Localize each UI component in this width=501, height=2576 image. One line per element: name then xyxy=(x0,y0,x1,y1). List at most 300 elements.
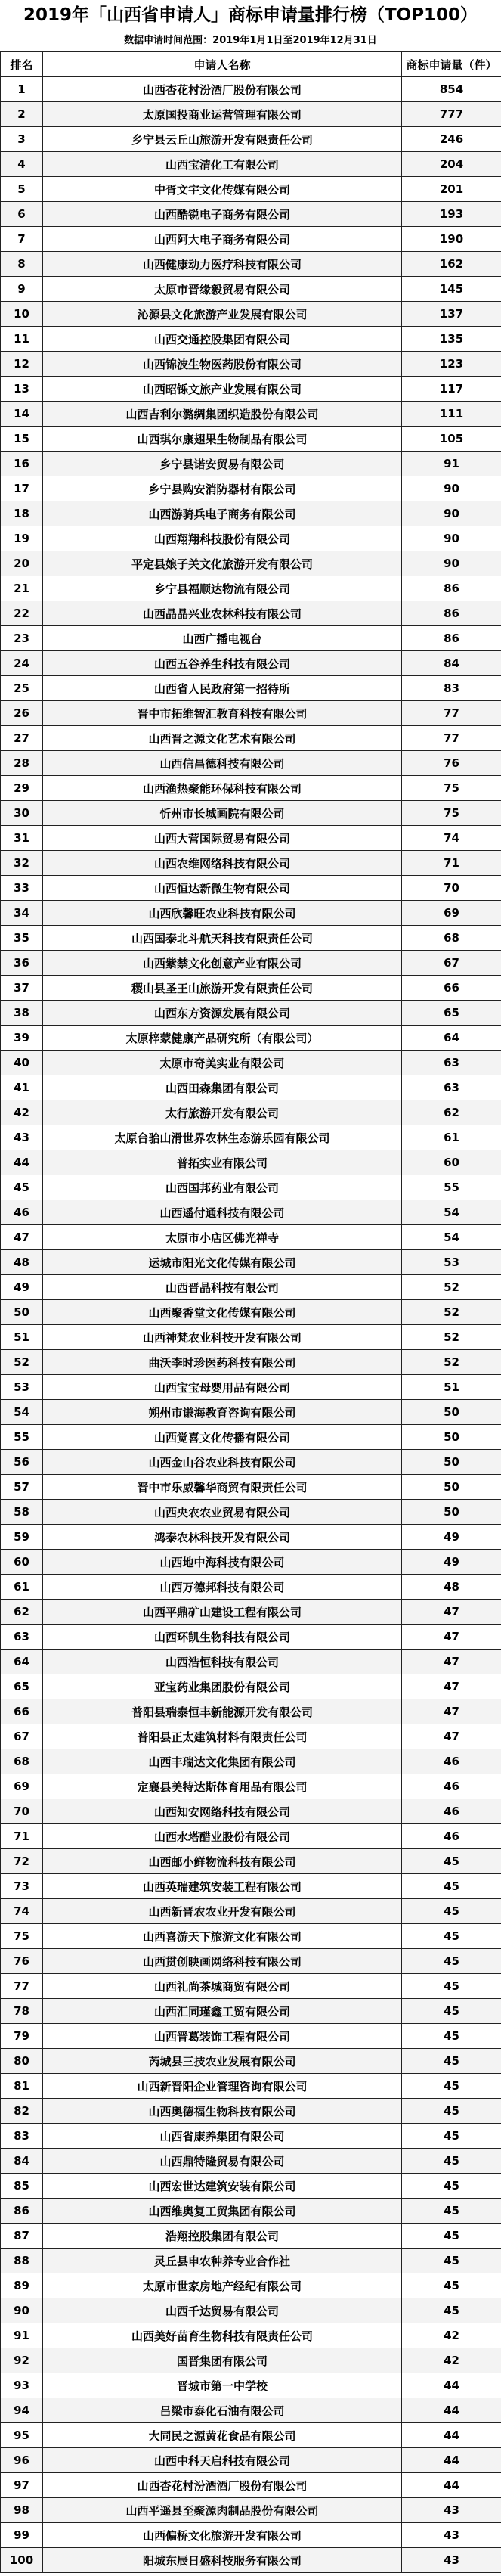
rank-cell: 72 xyxy=(1,1849,43,1874)
application-count-cell: 45 xyxy=(402,2074,501,2099)
table-row xyxy=(1,2448,501,2473)
applicant-name-cell: 太原市奇美实业有限公司 xyxy=(43,1051,402,1075)
application-count-cell: 52 xyxy=(402,1350,501,1375)
applicant-name-cell: 普阳县瑞泰恒丰新能源开发有限公司 xyxy=(43,1699,402,1724)
applicant-name-cell: 山西礼尚茶城商贸有限公司 xyxy=(43,1974,402,1999)
applicant-name-cell: 乡宁县诺安贸易有限公司 xyxy=(43,452,402,476)
table-row xyxy=(1,1600,501,1625)
applicant-name-cell: 山西国邦药业有限公司 xyxy=(43,1175,402,1200)
applicant-name-cell: 山西酷锐电子商务有限公司 xyxy=(43,202,402,227)
rank-cell: 91 xyxy=(1,2323,43,2348)
table-row xyxy=(1,2548,501,2573)
table-row xyxy=(1,551,501,576)
table-row xyxy=(1,651,501,676)
application-count-cell: 67 xyxy=(402,951,501,976)
applicant-name-cell: 乡宁县购安消防器材有限公司 xyxy=(43,476,402,501)
table-row xyxy=(1,1699,501,1724)
table-row xyxy=(1,1125,501,1150)
application-count-cell: 90 xyxy=(402,526,501,551)
rank-cell: 40 xyxy=(1,1051,43,1075)
application-count-cell: 123 xyxy=(402,352,501,377)
rank-cell: 4 xyxy=(1,152,43,177)
applicant-name-cell: 山西杏花村汾酒酒厂股份有限公司 xyxy=(43,2473,402,2498)
rank-cell: 82 xyxy=(1,2099,43,2124)
table-row xyxy=(1,576,501,601)
table-row xyxy=(1,1974,501,1999)
application-count-cell: 65 xyxy=(402,1001,501,1026)
table-row xyxy=(1,876,501,901)
application-count-cell: 74 xyxy=(402,826,501,851)
table-row xyxy=(1,1500,501,1525)
table-row xyxy=(1,2249,501,2273)
rank-cell: 92 xyxy=(1,2348,43,2373)
applicant-name-cell: 晋中市拓维智汇教育科技有限公司 xyxy=(43,701,402,726)
table-header-row xyxy=(1,52,501,77)
table-row xyxy=(1,526,501,551)
application-count-cell: 201 xyxy=(402,177,501,202)
table-row xyxy=(1,2273,501,2298)
rank-cell: 3 xyxy=(1,127,43,152)
application-count-cell: 52 xyxy=(402,1300,501,1325)
table-row xyxy=(1,601,501,626)
applicant-name-cell: 山西知安网络科技有限公司 xyxy=(43,1799,402,1824)
table-row xyxy=(1,1350,501,1375)
rank-cell: 95 xyxy=(1,2423,43,2448)
application-count-cell: 43 xyxy=(402,2548,501,2573)
application-count-cell: 46 xyxy=(402,1749,501,1774)
application-count-cell: 90 xyxy=(402,476,501,501)
application-count-cell: 50 xyxy=(402,1475,501,1500)
applicant-name-cell: 山西偏桥文化旅游开发有限公司 xyxy=(43,2523,402,2548)
application-count-cell: 90 xyxy=(402,501,501,526)
applicant-name-cell: 山西宏世达建筑安装有限公司 xyxy=(43,2174,402,2199)
application-count-cell: 45 xyxy=(402,1974,501,1999)
applicant-name-cell: 忻州市长城画院有限公司 xyxy=(43,801,402,826)
application-count-cell: 50 xyxy=(402,1425,501,1450)
table-row xyxy=(1,1575,501,1600)
application-count-cell: 45 xyxy=(402,1874,501,1899)
applicant-name-cell: 平定县娘子关文化旅游开发有限公司 xyxy=(43,551,402,576)
application-count-cell: 86 xyxy=(402,576,501,601)
applicant-name-cell: 山西央农农业贸易有限公司 xyxy=(43,1500,402,1525)
table-row xyxy=(1,2074,501,2099)
rank-cell: 2 xyxy=(1,102,43,127)
applicant-name-cell: 山西渔热聚能环保科技有限公司 xyxy=(43,776,402,801)
rank-cell: 84 xyxy=(1,2149,43,2174)
application-count-cell: 43 xyxy=(402,2523,501,2548)
table-row xyxy=(1,676,501,701)
rank-cell: 15 xyxy=(1,427,43,452)
rank-cell: 38 xyxy=(1,1001,43,1026)
rank-cell: 16 xyxy=(1,452,43,476)
application-count-cell: 70 xyxy=(402,876,501,901)
applicant-name-cell: 山西中科天启科技有限公司 xyxy=(43,2448,402,2473)
rank-cell: 56 xyxy=(1,1450,43,1475)
table-row xyxy=(1,976,501,1001)
application-count-cell: 86 xyxy=(402,601,501,626)
rank-cell: 11 xyxy=(1,327,43,352)
applicant-name-cell: 晋中市乐威馨华商贸有限责任公司 xyxy=(43,1475,402,1500)
applicant-name-cell: 山西琪尔康翅果生物制品有限公司 xyxy=(43,427,402,452)
application-count-cell: 77 xyxy=(402,701,501,726)
rank-cell: 47 xyxy=(1,1225,43,1250)
rank-cell: 37 xyxy=(1,976,43,1001)
rank-cell: 7 xyxy=(1,227,43,252)
rank-cell: 29 xyxy=(1,776,43,801)
applicant-name-cell: 稷山县圣王山旅游开发有限责任公司 xyxy=(43,976,402,1001)
table-row xyxy=(1,77,501,102)
table-row xyxy=(1,1300,501,1325)
table-row xyxy=(1,127,501,152)
rank-cell: 77 xyxy=(1,1974,43,1999)
applicant-name-cell: 山西汇同瑾鑫工贸有限公司 xyxy=(43,1999,402,2024)
rank-cell: 30 xyxy=(1,801,43,826)
table-row xyxy=(1,1949,501,1974)
applicant-name-cell: 吕梁市泰化石油有限公司 xyxy=(43,2398,402,2423)
applicant-name-cell: 山西健康动力医疗科技有限公司 xyxy=(43,252,402,277)
table-row xyxy=(1,2174,501,2199)
rank-cell: 36 xyxy=(1,951,43,976)
table-row xyxy=(1,2024,501,2049)
applicant-name-cell: 定襄县美特达斯体育用品有限公司 xyxy=(43,1774,402,1799)
rank-cell: 94 xyxy=(1,2398,43,2423)
rank-cell: 88 xyxy=(1,2249,43,2273)
applicant-name-cell: 乡宁县福顺达物流有限公司 xyxy=(43,576,402,601)
application-count-cell: 63 xyxy=(402,1075,501,1100)
rank-cell: 35 xyxy=(1,926,43,951)
rank-cell: 89 xyxy=(1,2273,43,2298)
applicant-name-cell: 浩翔控股集团有限公司 xyxy=(43,2224,402,2249)
rank-cell: 65 xyxy=(1,1674,43,1699)
table-row xyxy=(1,1400,501,1425)
application-count-cell: 45 xyxy=(402,2099,501,2124)
rank-cell: 78 xyxy=(1,1999,43,2024)
application-count-cell: 61 xyxy=(402,1125,501,1150)
rank-cell: 19 xyxy=(1,526,43,551)
table-row xyxy=(1,776,501,801)
rank-cell: 57 xyxy=(1,1475,43,1500)
application-count-cell: 45 xyxy=(402,2273,501,2298)
table-row xyxy=(1,2398,501,2423)
application-count-cell: 45 xyxy=(402,2024,501,2049)
table-row xyxy=(1,2099,501,2124)
table-row xyxy=(1,1250,501,1275)
application-count-cell: 45 xyxy=(402,2124,501,2149)
table-row xyxy=(1,926,501,951)
table-row xyxy=(1,277,501,302)
application-count-cell: 42 xyxy=(402,2348,501,2373)
applicant-name-cell: 山西新晋农农业开发有限公司 xyxy=(43,1899,402,1924)
applicant-name-cell: 山西晋葛装饰工程有限公司 xyxy=(43,2024,402,2049)
application-count-cell: 46 xyxy=(402,1824,501,1849)
applicant-name-cell: 山西奥德福生物科技有限公司 xyxy=(43,2099,402,2124)
table-row xyxy=(1,2498,501,2523)
application-count-cell: 50 xyxy=(402,1400,501,1425)
chart-subtitle: 数据申请时间范围：2019年1月1日至2019年12月31日 xyxy=(124,35,377,46)
applicant-name-cell: 山西浩恒科技有限公司 xyxy=(43,1650,402,1674)
application-count-cell: 71 xyxy=(402,851,501,876)
table-row xyxy=(1,1175,501,1200)
applicant-name-cell: 山西邮小鲜物流科技有限公司 xyxy=(43,1849,402,1874)
rank-cell: 50 xyxy=(1,1300,43,1325)
table-row xyxy=(1,1999,501,2024)
applicant-name-cell: 山西五谷养生科技有限公司 xyxy=(43,651,402,676)
application-count-cell: 54 xyxy=(402,1225,501,1250)
application-count-cell: 49 xyxy=(402,1550,501,1575)
table-row xyxy=(1,1425,501,1450)
applicant-name-cell: 山西维奥复工贸集团有限公司 xyxy=(43,2199,402,2224)
application-count-cell: 47 xyxy=(402,1625,501,1650)
rank-cell: 97 xyxy=(1,2473,43,2498)
rank-cell: 53 xyxy=(1,1375,43,1400)
application-count-cell: 48 xyxy=(402,1575,501,1600)
application-count-cell: 50 xyxy=(402,1500,501,1525)
table-row xyxy=(1,1674,501,1699)
applicant-name-cell: 山西美好苗育生物科技有限责任公司 xyxy=(43,2323,402,2348)
applicant-name-cell: 山西觉喜文化传播有限公司 xyxy=(43,1425,402,1450)
rank-cell: 81 xyxy=(1,2074,43,2099)
applicant-name-cell: 山西水塔醋业股份有限公司 xyxy=(43,1824,402,1849)
rank-cell: 8 xyxy=(1,252,43,277)
table-row xyxy=(1,1874,501,1899)
table-row xyxy=(1,352,501,377)
rank-cell: 51 xyxy=(1,1325,43,1350)
rank-cell: 17 xyxy=(1,476,43,501)
table-row xyxy=(1,1749,501,1774)
table-row xyxy=(1,1625,501,1650)
applicant-name-cell: 灵丘县申农种养专业合作社 xyxy=(43,2249,402,2273)
applicant-name-cell: 太原市小店区佛光禅寺 xyxy=(43,1225,402,1250)
table-row xyxy=(1,726,501,751)
application-count-cell: 777 xyxy=(402,102,501,127)
rank-cell: 55 xyxy=(1,1425,43,1450)
table-row xyxy=(1,1849,501,1874)
application-count-cell: 68 xyxy=(402,926,501,951)
rank-cell: 49 xyxy=(1,1275,43,1300)
applicant-name-cell: 山西阿大电子商务有限公司 xyxy=(43,227,402,252)
application-count-cell: 86 xyxy=(402,626,501,651)
rank-cell: 18 xyxy=(1,501,43,526)
application-count-cell: 105 xyxy=(402,427,501,452)
table-row xyxy=(1,1450,501,1475)
application-count-cell: 246 xyxy=(402,127,501,152)
application-count-cell: 45 xyxy=(402,1949,501,1974)
rank-cell: 39 xyxy=(1,1026,43,1051)
applicant-name-cell: 山西省人民政府第一招待所 xyxy=(43,676,402,701)
applicant-name-cell: 山西省康养集团有限公司 xyxy=(43,2124,402,2149)
table-row xyxy=(1,327,501,352)
header-application-count: 商标申请量（件） xyxy=(402,52,501,77)
rank-cell: 61 xyxy=(1,1575,43,1600)
application-count-cell: 117 xyxy=(402,377,501,402)
table-row xyxy=(1,2423,501,2448)
table-row xyxy=(1,2348,501,2373)
rank-cell: 87 xyxy=(1,2224,43,2249)
applicant-name-cell: 山西宝宝母婴用品有限公司 xyxy=(43,1375,402,1400)
table-row xyxy=(1,1550,501,1575)
table-row xyxy=(1,1075,501,1100)
rank-cell: 6 xyxy=(1,202,43,227)
applicant-name-cell: 普阳县正太建筑材料有限责任公司 xyxy=(43,1724,402,1749)
applicant-name-cell: 太原梓蒙健康产品研究所（有限公司） xyxy=(43,1026,402,1051)
application-count-cell: 45 xyxy=(402,2298,501,2323)
table-row xyxy=(1,177,501,202)
application-count-cell: 45 xyxy=(402,2049,501,2074)
application-count-cell: 52 xyxy=(402,1325,501,1350)
applicant-name-cell: 山西田森集团有限公司 xyxy=(43,1075,402,1100)
table-row xyxy=(1,801,501,826)
table-row xyxy=(1,1899,501,1924)
rank-cell: 1 xyxy=(1,77,43,102)
table-row xyxy=(1,2199,501,2224)
application-count-cell: 60 xyxy=(402,1150,501,1175)
application-count-cell: 62 xyxy=(402,1100,501,1125)
rank-cell: 27 xyxy=(1,726,43,751)
applicant-name-cell: 朔州市谦海教育咨询有限公司 xyxy=(43,1400,402,1425)
rank-cell: 60 xyxy=(1,1550,43,1575)
applicant-name-cell: 山西紫禁文化创意产业有限公司 xyxy=(43,951,402,976)
rank-cell: 66 xyxy=(1,1699,43,1724)
application-count-cell: 43 xyxy=(402,2498,501,2523)
table-row xyxy=(1,1026,501,1051)
applicant-name-cell: 山西万德邦科技有限公司 xyxy=(43,1575,402,1600)
application-count-cell: 45 xyxy=(402,1899,501,1924)
applicant-name-cell: 太原台骀山滑世界农林生态游乐园有限公司 xyxy=(43,1125,402,1150)
application-count-cell: 52 xyxy=(402,1275,501,1300)
application-count-cell: 47 xyxy=(402,1724,501,1749)
rank-cell: 13 xyxy=(1,377,43,402)
rank-cell: 68 xyxy=(1,1749,43,1774)
applicant-name-cell: 中胥文宇文化传媒有限公司 xyxy=(43,177,402,202)
table-row xyxy=(1,701,501,726)
applicant-name-cell: 沁源县文化旅游产业发展有限公司 xyxy=(43,302,402,327)
rank-cell: 100 xyxy=(1,2548,43,2573)
rank-cell: 48 xyxy=(1,1250,43,1275)
rank-cell: 46 xyxy=(1,1200,43,1225)
table-row xyxy=(1,2523,501,2548)
table-row xyxy=(1,2373,501,2398)
table-row xyxy=(1,2323,501,2348)
table-row xyxy=(1,1650,501,1674)
applicant-name-cell: 山西新晋阳企业管理咨询有限公司 xyxy=(43,2074,402,2099)
application-count-cell: 46 xyxy=(402,1799,501,1824)
rank-cell: 33 xyxy=(1,876,43,901)
application-count-cell: 91 xyxy=(402,452,501,476)
rank-cell: 24 xyxy=(1,651,43,676)
applicant-name-cell: 山西神梵农业科技开发有限公司 xyxy=(43,1325,402,1350)
table-row xyxy=(1,152,501,177)
application-count-cell: 44 xyxy=(402,2473,501,2498)
table-row xyxy=(1,1774,501,1799)
application-count-cell: 44 xyxy=(402,2448,501,2473)
table-row xyxy=(1,751,501,776)
applicant-name-cell: 山西吉利尔潞绸集团织造股份有限公司 xyxy=(43,402,402,427)
application-count-cell: 63 xyxy=(402,1051,501,1075)
rank-cell: 20 xyxy=(1,551,43,576)
table-row xyxy=(1,202,501,227)
table-body xyxy=(1,77,501,2573)
applicant-name-cell: 山西英瑞建筑安装工程有限公司 xyxy=(43,1874,402,1899)
rank-cell: 85 xyxy=(1,2174,43,2199)
rank-cell: 32 xyxy=(1,851,43,876)
applicant-name-cell: 太原市世家房地产经纪有限公司 xyxy=(43,2273,402,2298)
application-count-cell: 47 xyxy=(402,1650,501,1674)
table-row xyxy=(1,1001,501,1026)
table-row xyxy=(1,1325,501,1350)
rank-cell: 83 xyxy=(1,2124,43,2149)
applicant-name-cell: 运城市阳光文化传媒有限公司 xyxy=(43,1250,402,1275)
table-row xyxy=(1,1150,501,1175)
rank-cell: 67 xyxy=(1,1724,43,1749)
applicant-name-cell: 大同民之源黄花食品有限公司 xyxy=(43,2423,402,2448)
rank-cell: 73 xyxy=(1,1874,43,1899)
applicant-name-cell: 山西鼎特隆贸易有限公司 xyxy=(43,2149,402,2174)
applicant-name-cell: 山西聚香堂文化传媒有限公司 xyxy=(43,1300,402,1325)
application-count-cell: 50 xyxy=(402,1450,501,1475)
rank-cell: 44 xyxy=(1,1150,43,1175)
applicant-name-cell: 山西平鼎矿山建设工程有限公司 xyxy=(43,1600,402,1625)
rank-cell: 71 xyxy=(1,1824,43,1849)
applicant-name-cell: 山西晶晶兴业农林科技有限公司 xyxy=(43,601,402,626)
chart-title: 2019年「山西省申请人」商标申请量排行榜（TOP100） xyxy=(23,5,478,25)
applicant-name-cell: 乡宁县云丘山旅游开发有限责任公司 xyxy=(43,127,402,152)
applicant-name-cell: 山西国泰北斗航天科技有限责任公司 xyxy=(43,926,402,951)
application-count-cell: 83 xyxy=(402,676,501,701)
application-count-cell: 162 xyxy=(402,252,501,277)
ranking-table xyxy=(0,51,501,2573)
applicant-name-cell: 山西杏花村汾酒厂股份有限公司 xyxy=(43,77,402,102)
header-rank: 排名 xyxy=(1,52,43,77)
application-count-cell: 45 xyxy=(402,2149,501,2174)
application-count-cell: 64 xyxy=(402,1026,501,1051)
table-row xyxy=(1,1275,501,1300)
rank-cell: 98 xyxy=(1,2498,43,2523)
application-count-cell: 53 xyxy=(402,1250,501,1275)
applicant-name-cell: 芮城县三技农业发展有限公司 xyxy=(43,2049,402,2074)
rank-cell: 54 xyxy=(1,1400,43,1425)
rank-cell: 5 xyxy=(1,177,43,202)
table-row xyxy=(1,1100,501,1125)
application-count-cell: 45 xyxy=(402,1849,501,1874)
applicant-name-cell: 山西大营国际贸易有限公司 xyxy=(43,826,402,851)
table-row xyxy=(1,1475,501,1500)
rank-cell: 74 xyxy=(1,1899,43,1924)
rank-cell: 64 xyxy=(1,1650,43,1674)
application-count-cell: 111 xyxy=(402,402,501,427)
rank-cell: 41 xyxy=(1,1075,43,1100)
rank-cell: 63 xyxy=(1,1625,43,1650)
rank-cell: 31 xyxy=(1,826,43,851)
rank-cell: 21 xyxy=(1,576,43,601)
applicant-name-cell: 山西锦波生物医药股份有限公司 xyxy=(43,352,402,377)
application-count-cell: 84 xyxy=(402,651,501,676)
table-row xyxy=(1,2124,501,2149)
application-count-cell: 45 xyxy=(402,2249,501,2273)
rank-cell: 96 xyxy=(1,2448,43,2473)
applicant-name-cell: 山西欣馨旺农业科技有限公司 xyxy=(43,901,402,926)
table-row xyxy=(1,476,501,501)
applicant-name-cell: 山西晋晶科技有限公司 xyxy=(43,1275,402,1300)
application-count-cell: 49 xyxy=(402,1525,501,1550)
table-row xyxy=(1,826,501,851)
table-row xyxy=(1,2473,501,2498)
application-count-cell: 47 xyxy=(402,1699,501,1724)
table-row xyxy=(1,1051,501,1075)
table-row xyxy=(1,452,501,476)
applicant-name-cell: 鸿泰农林科技开发有限公司 xyxy=(43,1525,402,1550)
applicant-name-cell: 阳城东辰日盛科技服务有限公司 xyxy=(43,2548,402,2573)
application-count-cell: 75 xyxy=(402,776,501,801)
